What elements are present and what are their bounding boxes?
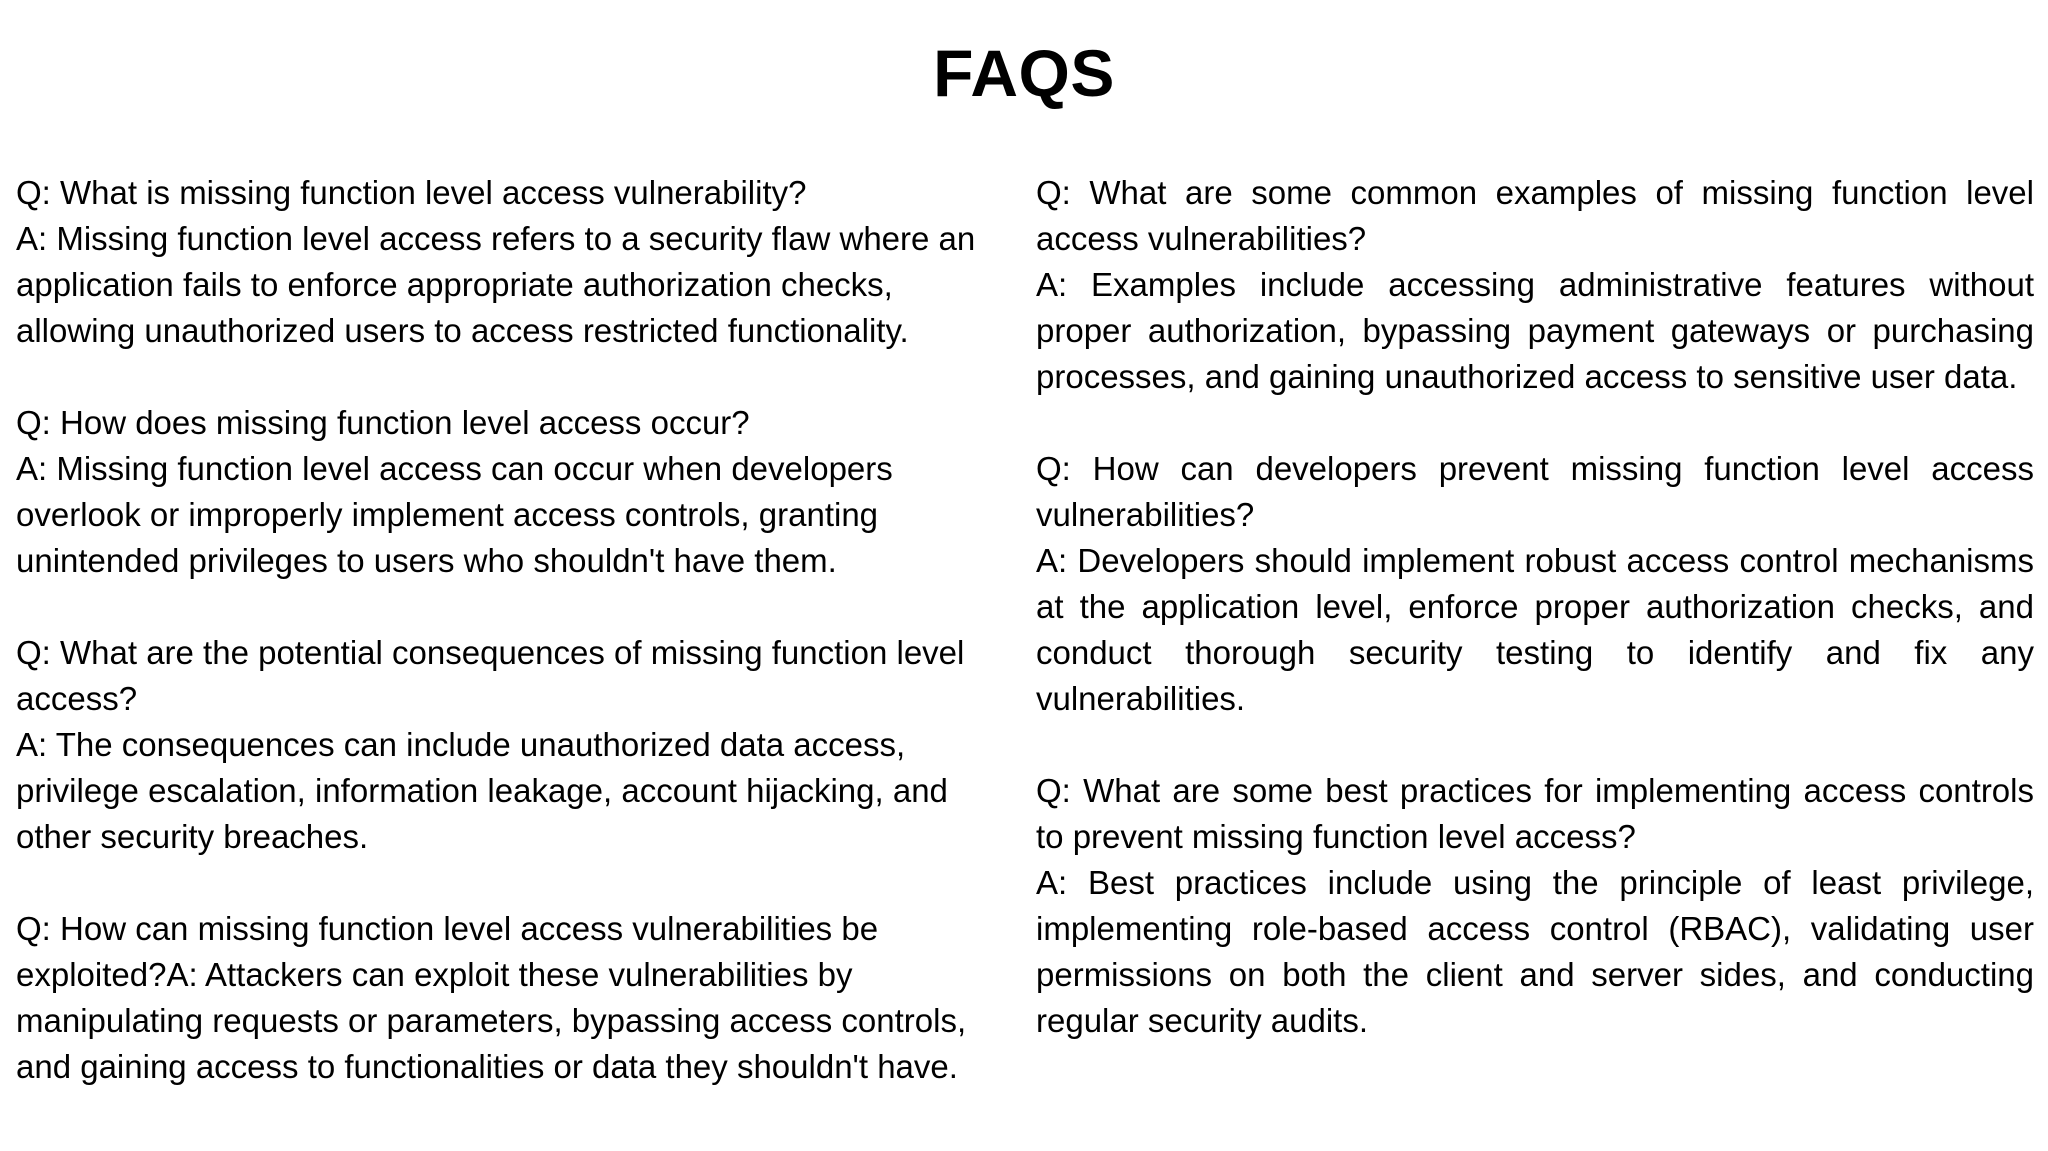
faq-question: Q: What are some common examples of missing function level access vulnerabilities? (1036, 174, 2034, 257)
faq-question: Q: What are the potential consequences of missing function level access? (16, 634, 965, 717)
faq-answer: A: Examples include accessing administrative features without proper authorization, bypassing payment gateways or purchasing processes, and gaining unauthorized access to sensitive user data. (1036, 266, 2034, 395)
faq-item (1036, 446, 2034, 722)
faq-item (16, 170, 1016, 354)
faq-item (16, 906, 1016, 1090)
faq-answer: A: Missing function level access can occur when developers overlook or improperly implement access controls, granting unintended privileges to users who shouldn't have them. (16, 450, 893, 579)
faq-answer: A: Attackers can exploit these vulnerabilities by manipulating requests or parameters, bypassing access controls, and gaining access to functionalities or data they shouldn't have. (16, 956, 967, 1085)
faq-answer: A: Best practices include using the principle of least privilege, implementing role-based access control (RBAC), validating user permissions on both the client and server sides, and conducting regular security audits. (1036, 864, 2034, 1039)
faq-answer: A: The consequences can include unauthorized data access, privilege escalation, information leakage, account hijacking, and other security breaches. (16, 726, 948, 855)
faq-item (16, 630, 1016, 860)
faq-item (16, 400, 1016, 584)
faq-question: Q: What are some best practices for implementing access controls to prevent missing function level access? (1036, 772, 2034, 855)
faq-question: Q: What is missing function level access vulnerability? (16, 174, 807, 211)
faq-answer: A: Missing function level access refers to a security flaw where an application fails to enforce appropriate authorization checks, allowing unauthorized users to access restricted functionality. (16, 220, 976, 349)
faq-column-left (16, 170, 1016, 1136)
faq-item (1036, 170, 2034, 400)
faq-question: Q: How can missing function level access vulnerabilities be exploited? (16, 910, 879, 993)
faq-question: Q: How does missing function level access occur? (16, 404, 750, 441)
faq-question: Q: How can developers prevent missing function level access vulnerabilities? (1036, 450, 2034, 533)
faq-item (1036, 768, 2034, 1044)
faq-answer: A: Developers should implement robust access control mechanisms at the application level, enforce proper authorization checks, and conduct thorough security testing to identify and fix any vulnerabilities. (1036, 542, 2034, 717)
faq-column-right (1036, 170, 2034, 1090)
page-title: FAQS (933, 36, 1115, 110)
